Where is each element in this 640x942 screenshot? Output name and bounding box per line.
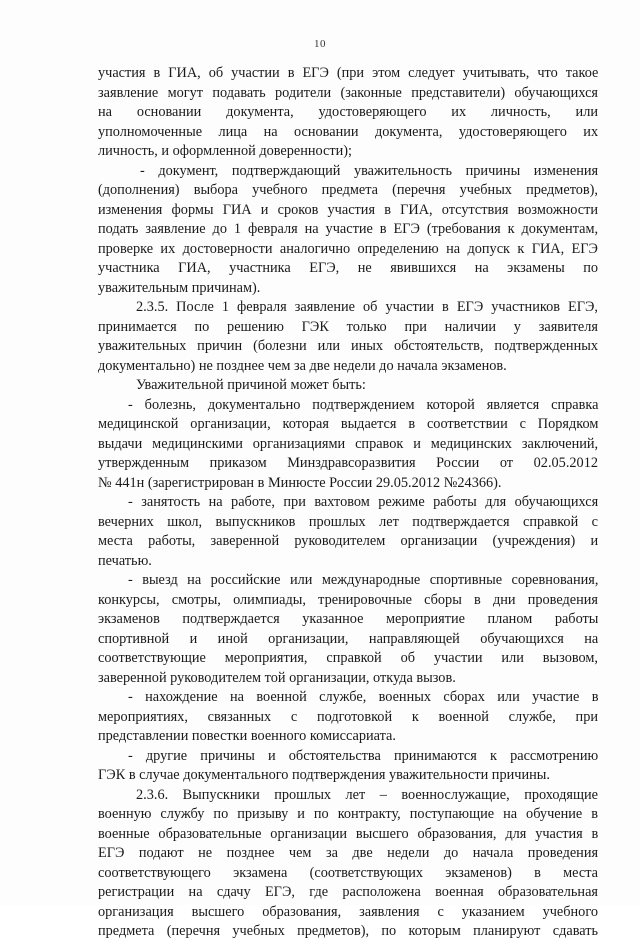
text-line: организация высшего образования, заявления с указанием учебного [98, 903, 598, 920]
text-line: конкурсы, смотры, олимпиады, тренировочные сборы в дни проведения [98, 591, 598, 608]
text-line: уважительным причинам). [98, 279, 261, 296]
text-line: военные образовательные организации высшего образования, для участия в [98, 825, 599, 842]
text-line: военную службу по призыву и по контракту, поступающие на обучение в [98, 806, 598, 822]
text-line: соответствующего экзамена (соответствующих экзаменов) в места [98, 864, 598, 881]
text-line: заверенной руководителем той организации, откуда вызов. [98, 669, 456, 686]
text-line: проверке их достоверности аналогично определению на допуск к ГИА, ЕГЭ [98, 240, 598, 257]
text-line: выдачи медицинскими организациями справок и медицинских заключений, [98, 435, 599, 452]
text-line: ЕГЭ подают не позднее чем за две недели до начала проведения [98, 845, 599, 861]
text-line: документально) не позднее чем за две недели до начала экзаменов. [98, 357, 507, 374]
text-line: - болезнь, документально подтверждением которой является справка [128, 396, 599, 413]
page-number: 10 [314, 38, 326, 50]
text-line: уважительных причин (болезни или иных обстоятельств, подтвержденных [98, 338, 598, 354]
text-line: мероприятиях, связанных с подготовкой к военной службе, при [98, 708, 598, 725]
text-line: регистрации на сдачу ЕГЭ, где расположена военная образовательная [98, 884, 598, 900]
text-line: - выезд на российские или международные спортивные соревнования, [128, 572, 599, 588]
text-line: личность, и оформленной доверенности); [98, 143, 353, 159]
text-line: подать заявление до 1 февраля на участие в ЕГЭ (требования к документам, [98, 221, 599, 237]
text-line: - документ, подтверждающий уважительность причины изменения [140, 162, 599, 179]
text-line: уполномоченные лица на основании документа, удостоверяющего их [98, 123, 599, 140]
text-line: соответствующие мероприятия, справкой об участии или вызовом, [98, 650, 598, 666]
text-line: заявление могут подавать родители (законные представители) обучающихся [98, 84, 598, 101]
text-line: 2.3.6. Выпускники прошлых лет – военнослужащие, проходящие [136, 786, 598, 803]
text-line: - другие причины и обстоятельства принимаются к рассмотрению [128, 747, 599, 764]
document-body [98, 64, 598, 942]
text-line: представлении повестки военного комиссариата. [98, 728, 396, 744]
text-line: экзаменов подтверждается указанное мероприятие планом работы [98, 611, 599, 627]
text-line: принимается по решению ГЭК только при наличии у заявителя [98, 318, 598, 335]
text-line: участия в ГИА, об участии в ЕГЭ (при этом следует учитывать, что такое [98, 65, 599, 81]
text-line: участника ГИА, участника ЕГЭ, не явившихся на экзамены по [98, 260, 598, 276]
text-line: 2.3.5. После 1 февраля заявление об участии в ЕГЭ участников ЕГЭ, [136, 299, 598, 315]
text-line: - нахождение на военной службе, военных сборах или участие в [128, 689, 599, 705]
text-line: медицинской организации, которая выдается в соответствии с Порядком [98, 416, 599, 432]
text-line: ГЭК в случае документального подтверждения уважительности причины. [98, 767, 550, 783]
text-line: утвержденным приказом Минздравсоразвития России от 02.05.2012 [98, 455, 598, 471]
text-line: места работы, заверенной руководителем организации (учреждения) и [98, 533, 599, 549]
text-line: спортивной и иной организации, направляющей обучающихся на [98, 630, 599, 647]
text-line: изменения формы ГИА и сроков участия в ГИА, отсутствия возможности [98, 201, 598, 218]
text-line: № 441н (зарегистрирован в Минюсте России 29.05.2012 №24366). [98, 474, 502, 491]
text-line: на основании документа, удостоверяющего их личность, или [98, 104, 598, 120]
text-line: (дополнения) выбора учебного предмета (перечня учебных предметов), [98, 182, 598, 198]
text-line: вечерних школ, выпускников прошлых лет подтверждается справкой с [98, 513, 599, 530]
text-line: предмета (перечня учебных предметов), по которым планируют сдавать [98, 923, 598, 939]
text-line: печатью. [98, 552, 152, 569]
text-line: Уважительной причиной может быть: [136, 377, 366, 393]
text-line: - занятость на работе, при вахтовом режиме работы для обучающихся [128, 494, 599, 510]
